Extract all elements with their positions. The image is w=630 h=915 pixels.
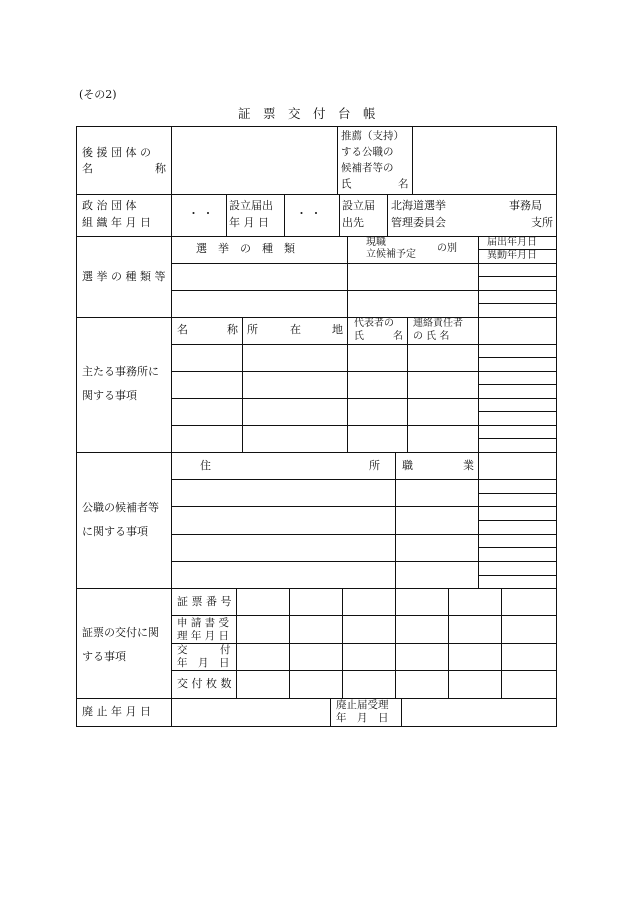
grid-line	[76, 588, 557, 589]
grid-line	[76, 126, 557, 127]
grid-line	[171, 344, 478, 345]
grid-line	[337, 126, 338, 195]
grid-line	[478, 561, 557, 562]
grid-line	[478, 438, 557, 439]
grid-line	[478, 479, 557, 480]
issue-date-label-2: 年 月 日	[177, 657, 230, 669]
page-title: 証 票 交 付 台 帳	[238, 106, 376, 121]
setup-label-1: 設立届出	[229, 199, 273, 212]
setup-label-2: 年 月 日	[229, 216, 269, 229]
grid-line	[478, 303, 557, 304]
grid-line	[478, 357, 557, 358]
setup-date: ・ ・	[296, 207, 322, 220]
certificate-number-label: 証 票 番 号	[177, 595, 232, 608]
candidate-section-label-1: 公職の候補者等	[82, 501, 159, 514]
abolish-receipt-label-1: 廃止届受理	[336, 699, 389, 711]
grid-line	[478, 534, 557, 535]
office-location-header-a: 所	[247, 323, 258, 336]
contact-person-header-2: の 氏 名	[413, 331, 450, 342]
candidate-name-label-a: 氏	[341, 178, 352, 190]
representative-header-1: 代表者の	[354, 318, 394, 329]
election-type-section-label: 選 挙 の 種 類 等	[82, 270, 166, 283]
grid-line	[171, 398, 478, 399]
status-header-suffix: の別	[437, 243, 457, 254]
issue-date-label-1b: 付	[220, 644, 231, 656]
grid-line	[171, 615, 557, 616]
committee-label-2: 管理委員会	[391, 216, 446, 229]
grid-line	[171, 561, 478, 562]
issue-count-label: 交 付 枚 数	[177, 677, 232, 690]
supporter-name-label-b: 称	[155, 162, 166, 175]
office-location-header-c: 地	[332, 323, 343, 336]
status-header-2: 立候補予定	[366, 249, 416, 260]
grid-line	[395, 452, 396, 589]
grid-line	[171, 126, 172, 727]
supporter-group-label: 後 援 団 体 の	[82, 146, 151, 159]
status-header-1: 現職	[366, 237, 386, 248]
office-location-header-b: 在	[290, 323, 301, 336]
grid-line	[347, 317, 348, 453]
grid-line	[242, 317, 243, 453]
grid-line	[478, 547, 557, 548]
grid-line	[76, 236, 557, 237]
grid-line	[171, 371, 478, 372]
candidate-name-label-b: 名	[398, 178, 409, 190]
abolish-receipt-label-2: 年 月 日	[336, 712, 389, 724]
grid-line	[171, 670, 557, 671]
candidate-label-2: する公職の	[341, 146, 394, 158]
application-date-label-1: 申 請 書 受	[177, 617, 230, 629]
filed-date-header: 届出年月日	[487, 237, 537, 248]
address-header-b: 所	[369, 459, 380, 472]
occupation-header-b: 業	[463, 459, 474, 472]
grid-line	[171, 479, 478, 480]
grid-line	[171, 506, 478, 507]
grid-line	[76, 698, 557, 699]
office-label-1: 事務局	[509, 199, 542, 212]
org-date: ・ ・	[188, 207, 214, 220]
dest-label-1: 設立届	[342, 199, 375, 212]
committee-label-1: 北海道選挙	[391, 199, 446, 212]
representative-header-2b: 名	[393, 331, 403, 342]
grid-line	[171, 263, 478, 264]
application-date-label-2: 理 年 月 日	[177, 630, 230, 642]
office-section-label-1: 主たる事務所に	[82, 365, 159, 378]
occupation-header-a: 職	[402, 459, 413, 472]
grid-line	[76, 452, 557, 453]
candidate-label-1: 推薦（支持）	[341, 130, 404, 142]
dest-label-2: 出先	[342, 216, 364, 229]
grid-line	[478, 371, 557, 372]
grid-line	[478, 344, 557, 345]
org-label-1: 政 治 団 体	[82, 199, 137, 212]
grid-line	[478, 425, 557, 426]
grid-line	[347, 236, 348, 318]
grid-line	[478, 520, 557, 521]
grid-line	[76, 317, 557, 318]
certificate-section-label-2: する事項	[82, 650, 126, 663]
grid-line	[76, 126, 77, 727]
grid-line	[556, 126, 557, 727]
grid-line	[478, 263, 557, 264]
representative-header-2a: 氏	[354, 331, 364, 342]
candidate-section-label-2: に関する事項	[82, 525, 148, 538]
grid-line	[339, 194, 340, 237]
grid-line	[478, 411, 557, 412]
grid-line	[478, 384, 557, 385]
grid-line	[412, 126, 413, 195]
candidate-label-3: 候補者等の	[341, 162, 394, 174]
grid-line	[478, 575, 557, 576]
grid-line	[226, 194, 227, 237]
grid-line	[478, 276, 557, 277]
election-type-header: 選 挙 の 種 類	[196, 242, 295, 255]
grid-line	[387, 194, 388, 237]
grid-line	[407, 317, 408, 453]
contact-person-header-1: 連絡責任者	[413, 318, 463, 329]
changed-date-header: 異動年月日	[487, 250, 537, 261]
grid-line	[284, 194, 285, 237]
address-header-a: 住	[200, 459, 211, 472]
abolish-date-label: 廃 止 年 月 日	[82, 705, 151, 718]
grid-line	[478, 317, 479, 453]
grid-line	[478, 506, 557, 507]
grid-line	[478, 398, 557, 399]
grid-line	[478, 493, 557, 494]
issue-date-label-1a: 交	[177, 644, 188, 656]
grid-line	[171, 534, 478, 535]
grid-line	[171, 425, 478, 426]
office-name-header-b: 称	[227, 323, 238, 336]
grid-line	[401, 698, 402, 727]
certificate-section-label-1: 証票の交付に関	[82, 626, 159, 639]
supporter-name-label-a: 名	[82, 162, 93, 175]
grid-line	[330, 698, 331, 727]
grid-line	[171, 290, 478, 291]
grid-line	[76, 194, 557, 195]
org-label-2: 組 織 年 月 日	[82, 216, 151, 229]
office-name-header-a: 名	[177, 323, 188, 336]
office-section-label-2: 関する事項	[82, 389, 137, 402]
grid-line	[478, 290, 557, 291]
form-note: (その2)	[79, 88, 117, 101]
office-label-2: 支所	[531, 216, 553, 229]
grid-line	[76, 726, 557, 727]
